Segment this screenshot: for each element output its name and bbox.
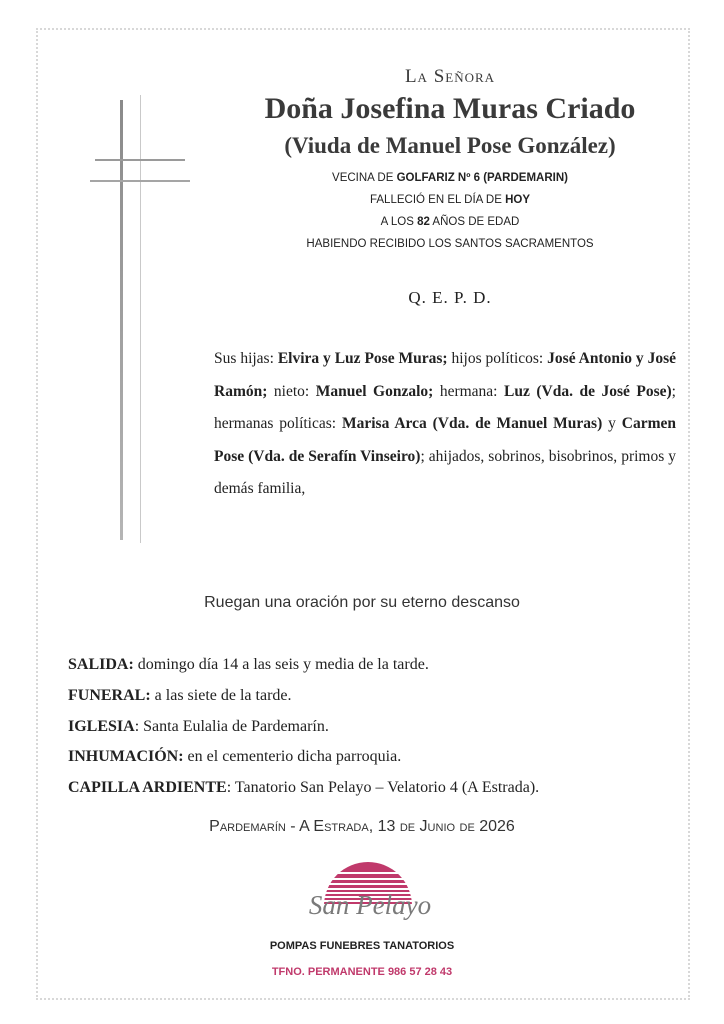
place-date: Pardemarín - A Estrada, 13 de Junio de 2026	[209, 818, 515, 835]
death-line: FALLECIÓ EN EL DÍA DE HOY	[370, 194, 530, 206]
detail-row: FUNERAL: a las siete de la tarde.	[68, 686, 292, 704]
phone-number: TFNO. PERMANENTE 986 57 28 43	[271, 966, 453, 978]
prayer-request: Ruegan una oración por su eterno descanso	[204, 594, 520, 611]
age-line: A LOS 82 AÑOS DE EDAD	[380, 216, 520, 228]
deceased-name: Doña Josefina Muras Criado	[264, 92, 636, 125]
sacraments-line: HABIENDO RECIBIDO LOS SANTOS SACRAMENTOS	[306, 238, 594, 250]
family-paragraph: Sus hijas: Elvira y Luz Pose Muras; hijos políticos: José Antonio y José Ramón; nieto: Manuel Gonzalo; hermana: Luz (Vda. de José Pose); hermanas políticas: Marisa Arca (Vda. de Manuel Muras) y Carmen Pose (Vda. de Serafín Vinseiro); ahijados, sobrinos, bisobrinos, primos y demás familia,	[214, 350, 677, 498]
detail-row: IGLESIA: Santa Eulalia de Pardemarín.	[68, 717, 329, 735]
residence-line: VECINA DE GOLFARIZ Nº 6 (PARDEMARIN)	[332, 172, 568, 184]
company-name: POMPAS FUNEBRES TANATORIOS	[269, 940, 455, 952]
detail-row: INHUMACIÓN: en el cementerio dicha parroquia.	[68, 748, 402, 766]
widow-of: (Viuda de Manuel Pose González)	[284, 133, 616, 158]
detail-row: CAPILLA ARDIENTE: Tanatorio San Pelayo – Velatorio 4 (A Estrada).	[68, 779, 540, 797]
detail-row: SALIDA: domingo día 14 a las seis y media de la tarde.	[68, 656, 429, 673]
title-prefix: La Señora	[404, 66, 496, 87]
qepd: Q. E. P. D.	[408, 288, 492, 307]
service-details	[68, 650, 688, 804]
logo-text: San Pelayo	[308, 890, 432, 920]
